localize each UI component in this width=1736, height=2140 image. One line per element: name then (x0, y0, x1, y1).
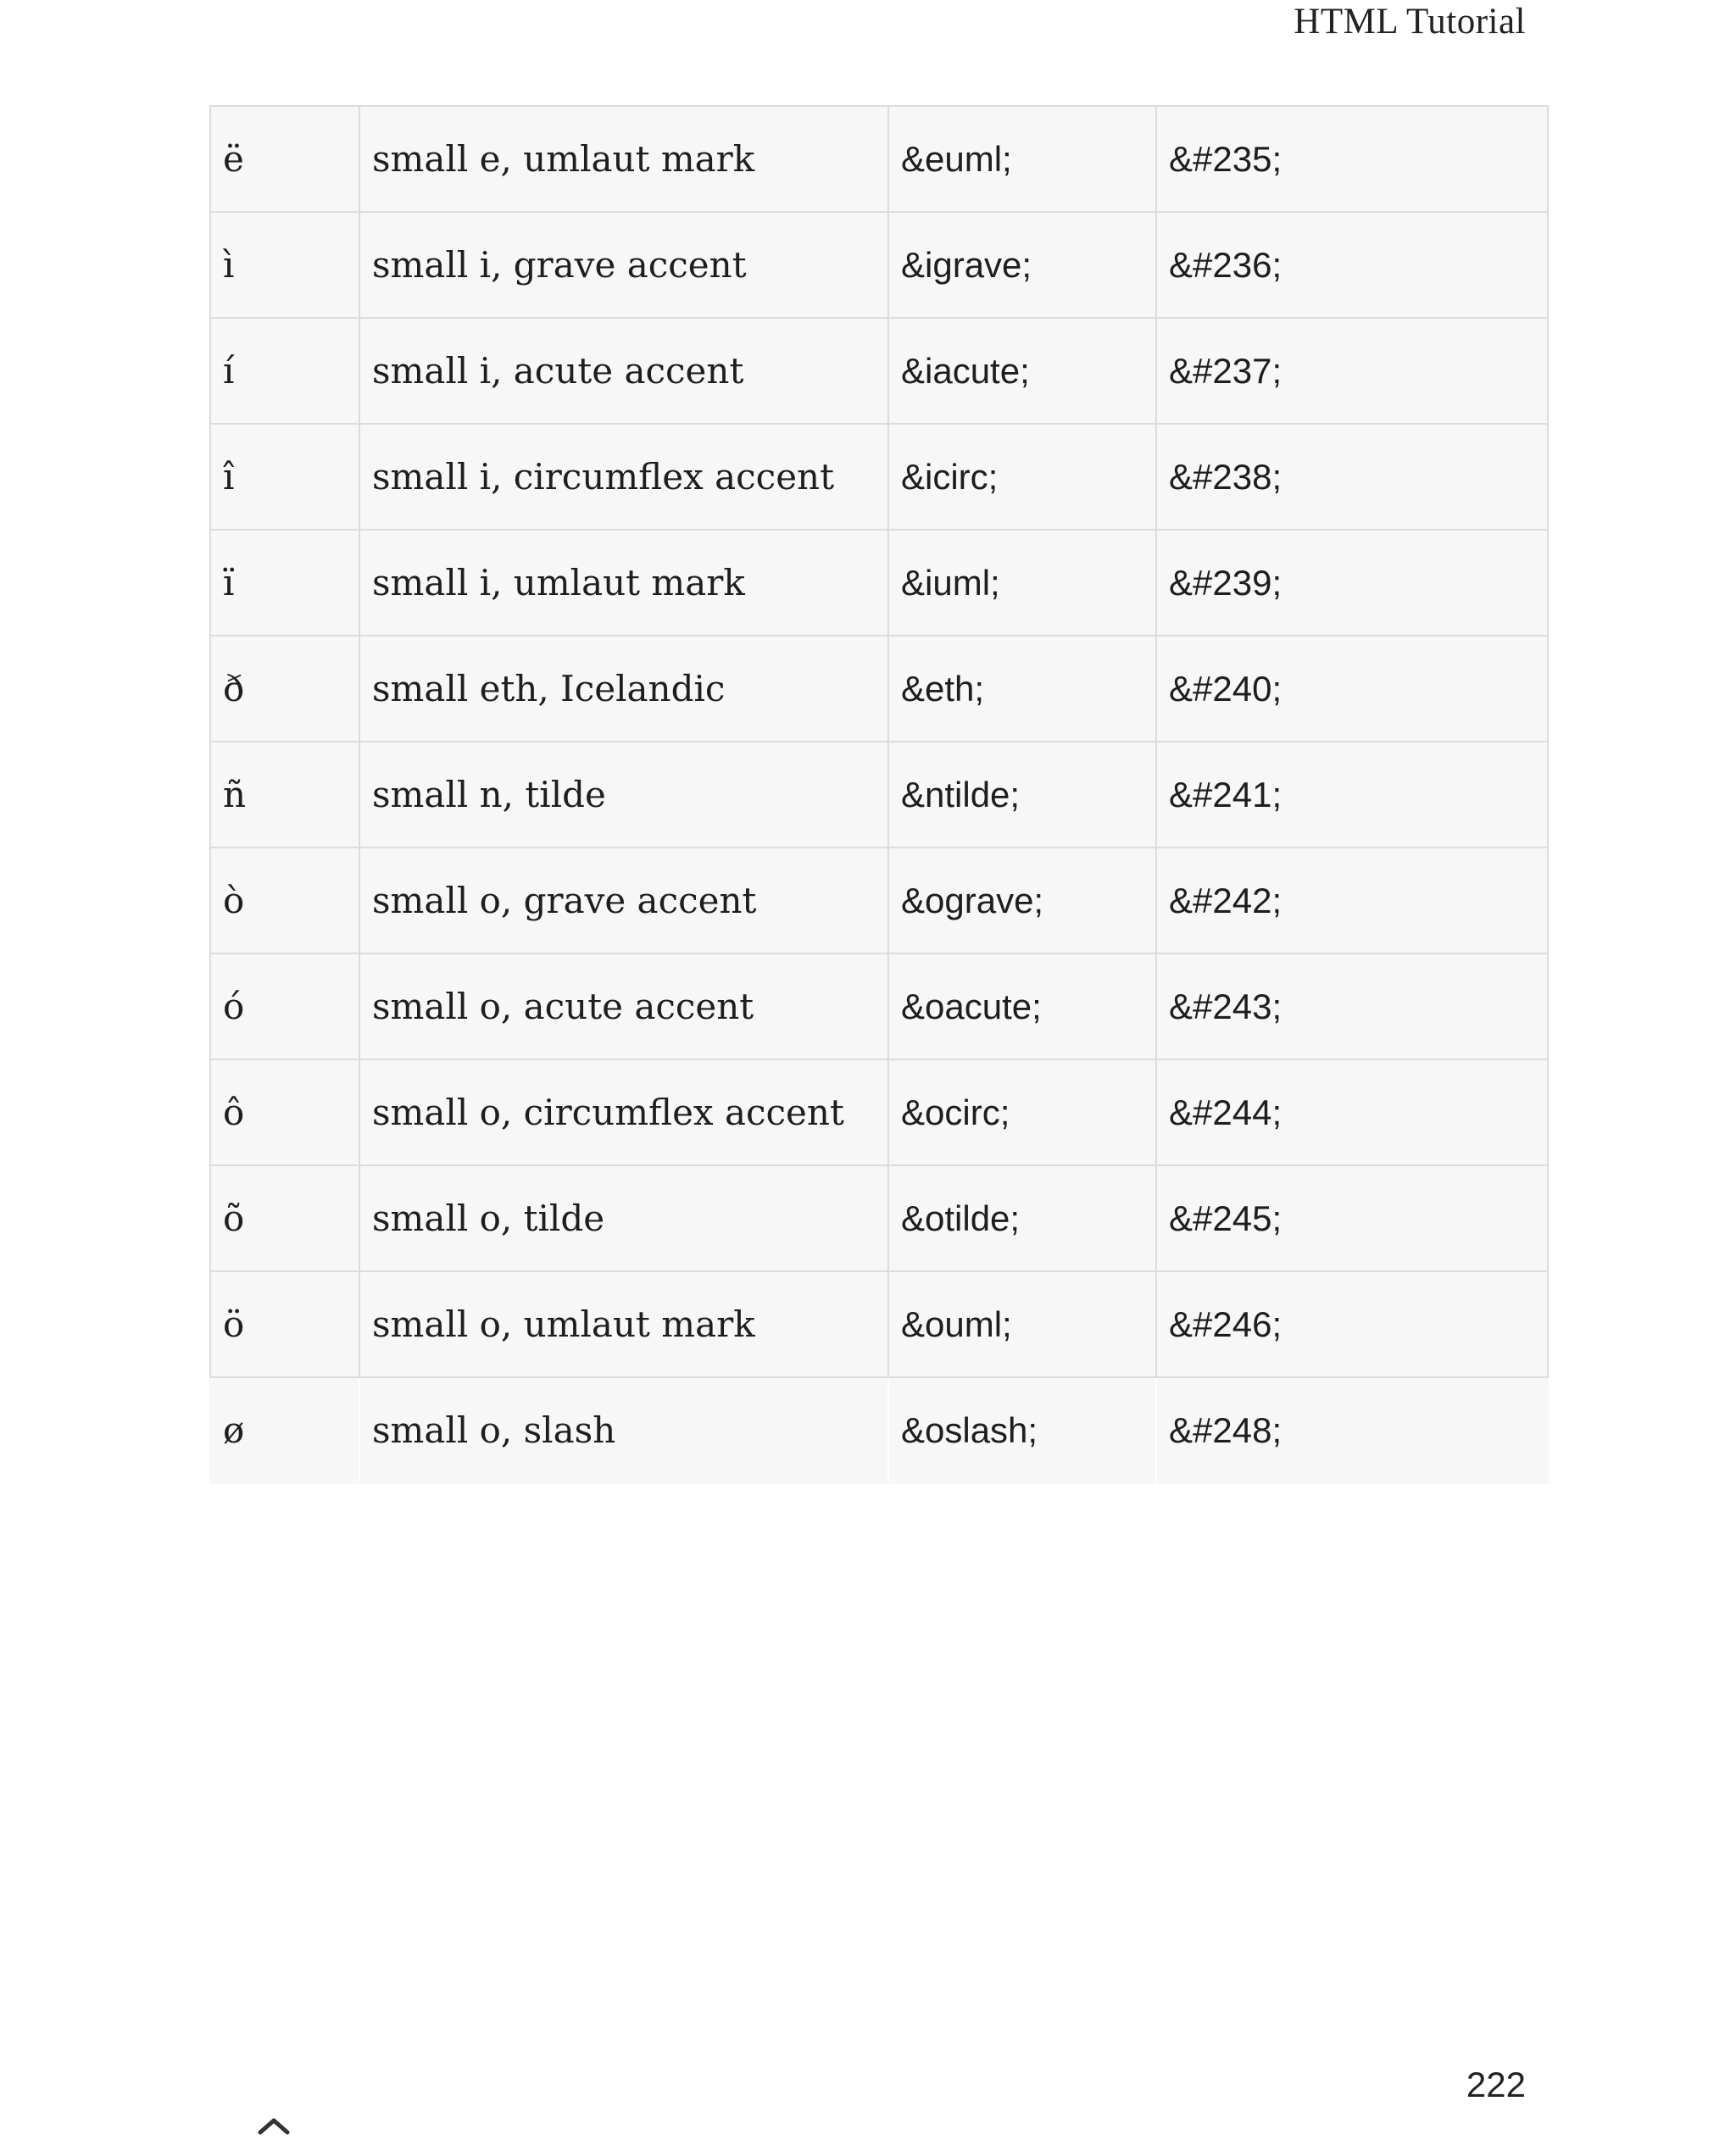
entity-number-cell: &#237; (1156, 318, 1548, 424)
entity-number-cell: &#239; (1156, 530, 1548, 636)
entity-number-cell: &#243; (1156, 953, 1548, 1059)
description-cell: small i, grave accent (359, 212, 888, 318)
char-cell: ó (210, 953, 359, 1059)
table-row (210, 424, 1548, 530)
entity-name-cell: &ntilde; (888, 742, 1156, 848)
char-cell: ï (210, 530, 359, 636)
entity-name-cell: &eth; (888, 636, 1156, 742)
entity-table-body (210, 106, 1548, 1483)
char-cell: í (210, 318, 359, 424)
page-number: 222 (1466, 2065, 1526, 2104)
table-row (210, 1377, 1548, 1483)
description-cell: small o, grave accent (359, 848, 888, 953)
table-row (210, 848, 1548, 953)
description-cell: small i, umlaut mark (359, 530, 888, 636)
char-cell: ð (210, 636, 359, 742)
entity-name-cell: &icirc; (888, 424, 1156, 530)
description-cell: small n, tilde (359, 742, 888, 848)
char-cell: î (210, 424, 359, 530)
description-cell: small o, tilde (359, 1165, 888, 1271)
char-cell: ì (210, 212, 359, 318)
table-row (210, 1165, 1548, 1271)
table-row (210, 106, 1548, 212)
running-header: HTML Tutorial (1294, 2, 1526, 42)
description-cell: small e, umlaut mark (359, 106, 888, 212)
entity-name-cell: &ouml; (888, 1271, 1156, 1377)
description-cell: small o, slash (359, 1377, 888, 1483)
entity-number-cell: &#241; (1156, 742, 1548, 848)
table-row (210, 636, 1548, 742)
description-cell: small i, circumflex accent (359, 424, 888, 530)
table-row (210, 953, 1548, 1059)
table-row (210, 212, 1548, 318)
entity-name-cell: &oacute; (888, 953, 1156, 1059)
char-cell: ô (210, 1059, 359, 1165)
entity-number-cell: &#240; (1156, 636, 1548, 742)
entity-name-cell: &ograve; (888, 848, 1156, 953)
char-cell: ø (210, 1377, 359, 1483)
entity-name-cell: &iacute; (888, 318, 1156, 424)
entity-number-cell: &#236; (1156, 212, 1548, 318)
entity-name-cell: &ocirc; (888, 1059, 1156, 1165)
entity-name-cell: &oslash; (888, 1377, 1156, 1483)
caret-up-icon (257, 2114, 291, 2140)
table-row (210, 318, 1548, 424)
description-cell: small i, acute accent (359, 318, 888, 424)
table-row (210, 1059, 1548, 1165)
char-cell: õ (210, 1165, 359, 1271)
entity-name-cell: &otilde; (888, 1165, 1156, 1271)
entity-number-cell: &#244; (1156, 1059, 1548, 1165)
entity-number-cell: &#242; (1156, 848, 1548, 953)
description-cell: small o, acute accent (359, 953, 888, 1059)
char-cell: ö (210, 1271, 359, 1377)
table-row (210, 1271, 1548, 1377)
table-row (210, 742, 1548, 848)
description-cell: small eth, Icelandic (359, 636, 888, 742)
table-row (210, 530, 1548, 636)
description-cell: small o, umlaut mark (359, 1271, 888, 1377)
char-cell: ò (210, 848, 359, 953)
entity-table (209, 105, 1549, 1484)
entity-name-cell: &iuml; (888, 530, 1156, 636)
entity-name-cell: &igrave; (888, 212, 1156, 318)
entity-number-cell: &#246; (1156, 1271, 1548, 1377)
char-cell: ñ (210, 742, 359, 848)
entity-name-cell: &euml; (888, 106, 1156, 212)
entity-number-cell: &#245; (1156, 1165, 1548, 1271)
entity-number-cell: &#238; (1156, 424, 1548, 530)
entity-number-cell: &#248; (1156, 1377, 1548, 1483)
char-cell: ë (210, 106, 359, 212)
description-cell: small o, circumflex accent (359, 1059, 888, 1165)
entity-number-cell: &#235; (1156, 106, 1548, 212)
